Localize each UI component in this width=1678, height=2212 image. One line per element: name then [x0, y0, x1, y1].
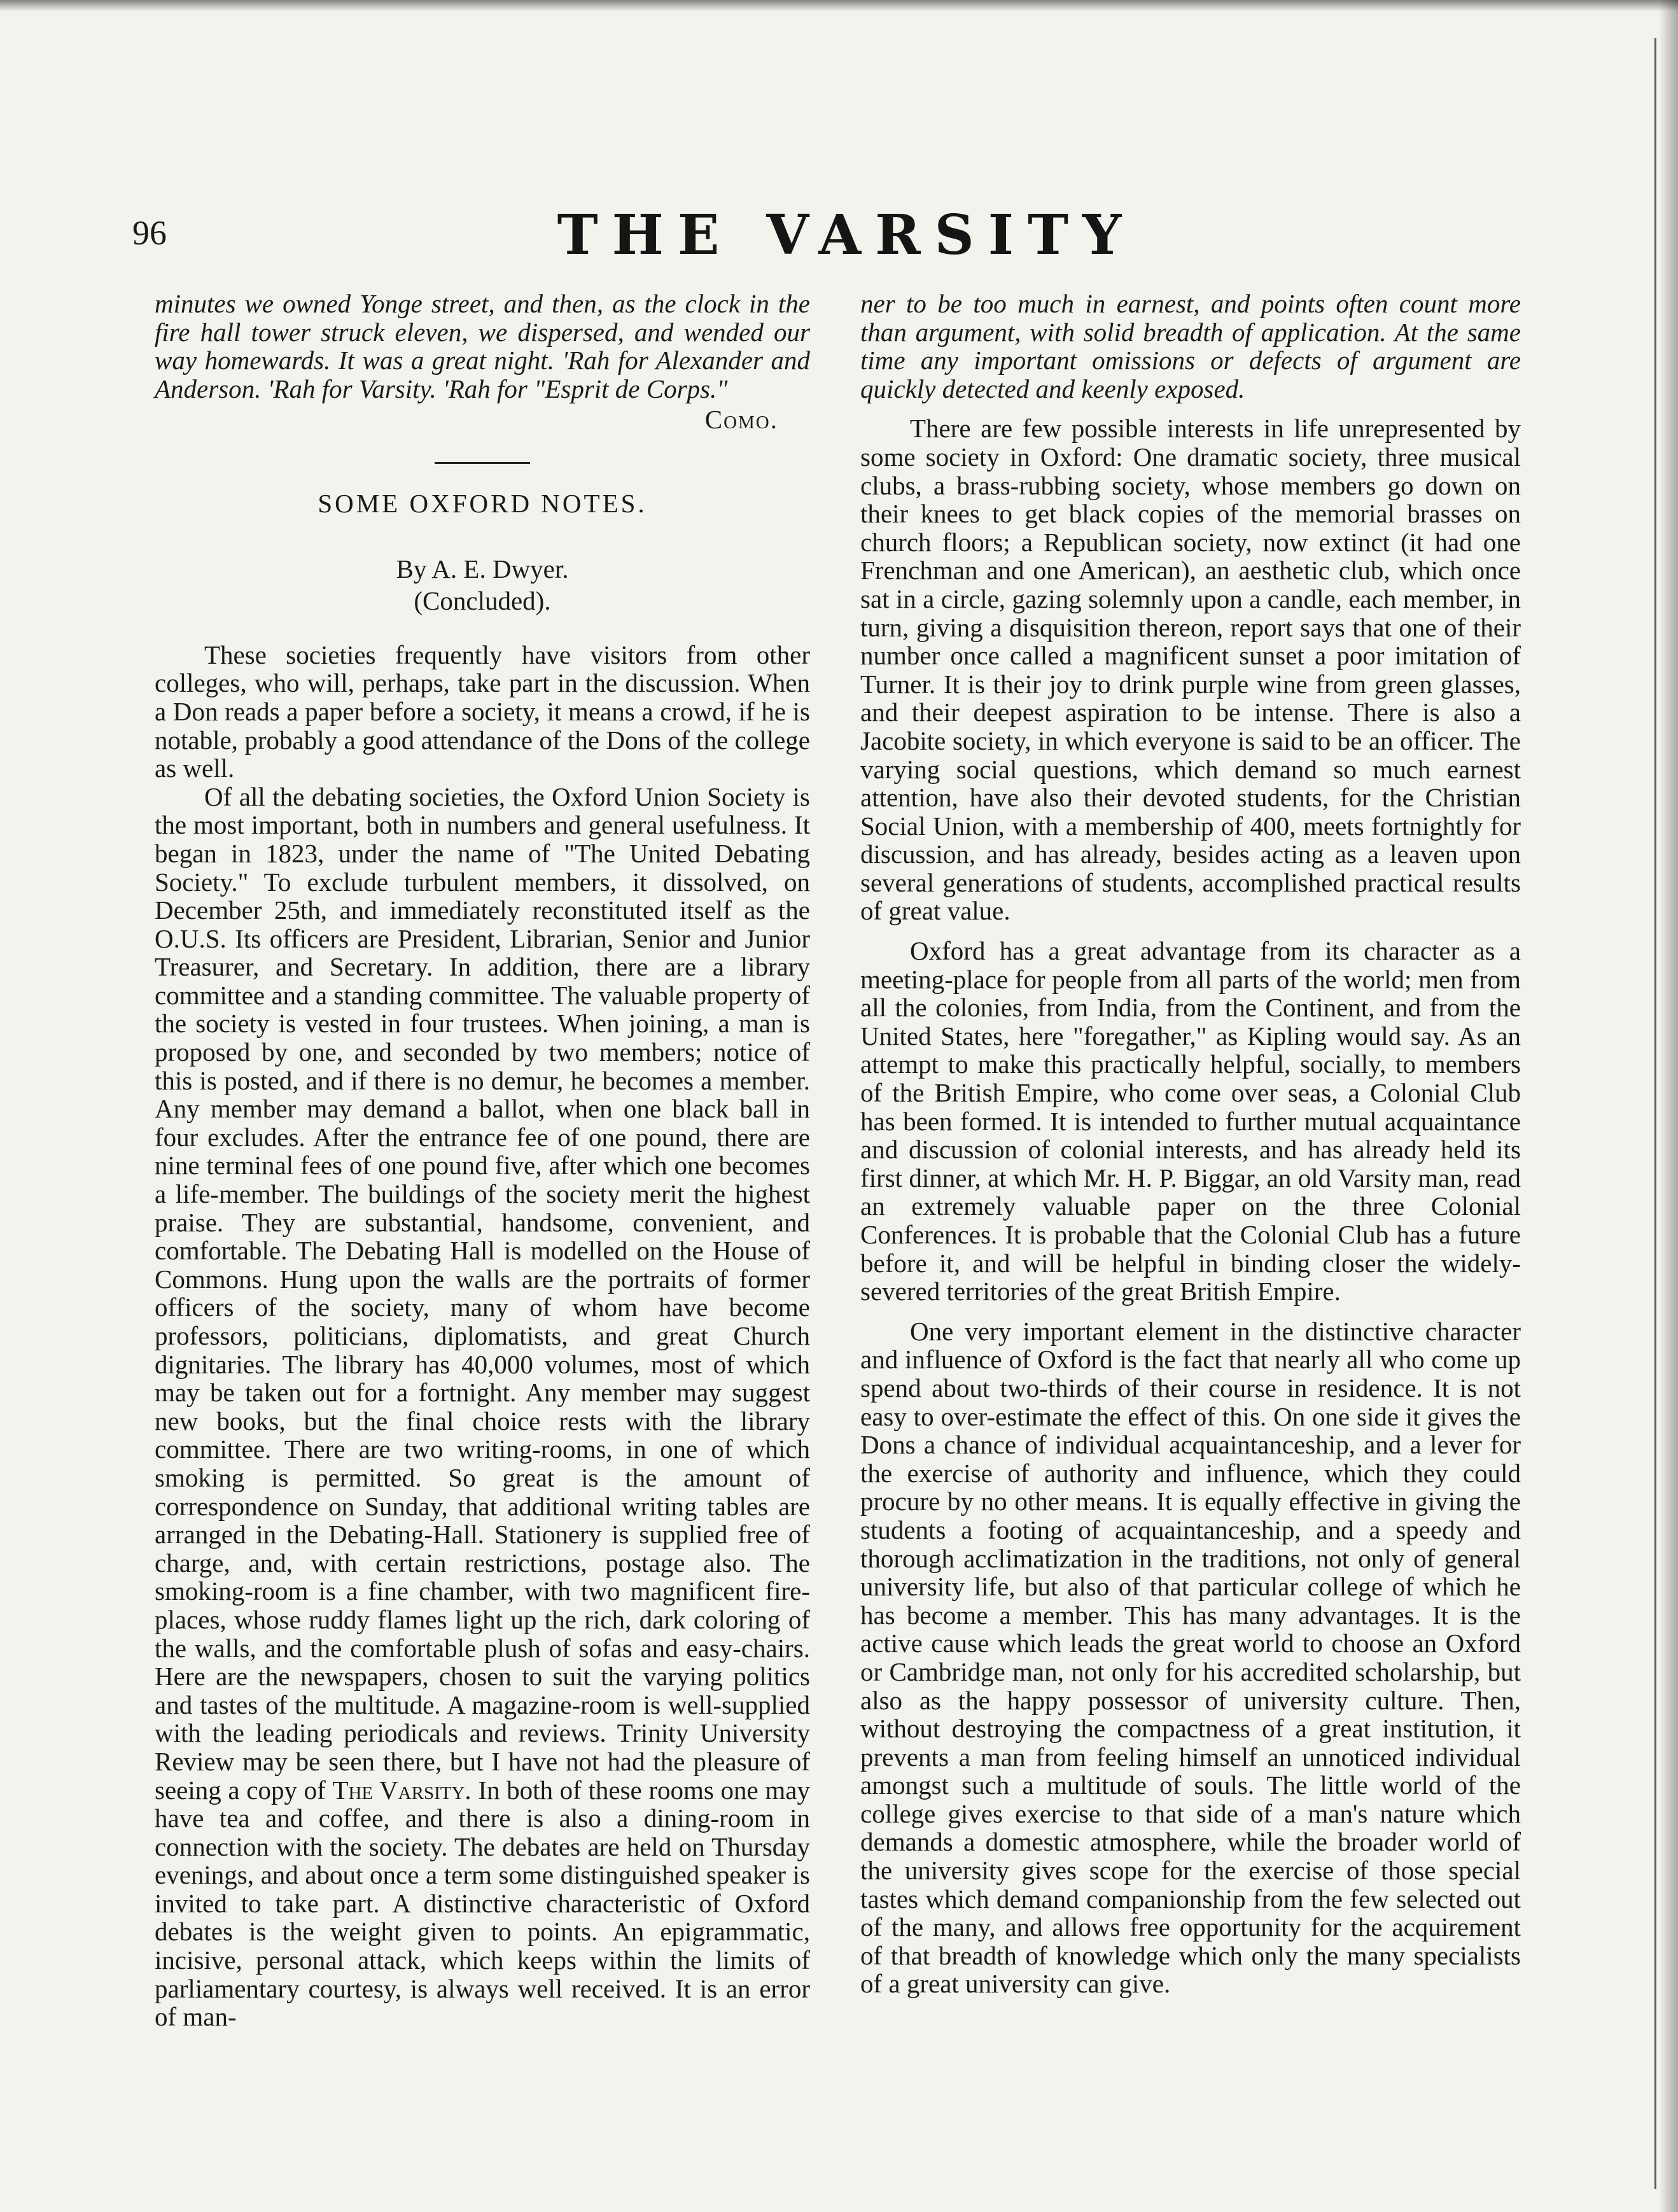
right-column: [860, 290, 1521, 2010]
body-paragraph: One very important element in the distinctive character and influence of Oxford is the fact that nearly all who come up spend about two-thirds of their course in residence. It is not easy to over-estimate the effect of this. On one side it gives the Dons a chance of individual acquaintanceship, and a lever for the exercise of authority and influence, which they could procure by no other means. It is equally effective in giving the students a footing of acquaintanceship, and a speedy and thorough acclimatization in the traditions, not only of general university life, but also of that particular college of which he has become a member. This has many advantages. It is the active cause which leads the great world to choose an Oxford or Cambridge man, not only for his accredited scholarship, but also as the happy possessor of university culture. Then, without destroying the compactness of a great institution, it prevents a man from feeling himself an unnoticed individual amongst such a multitude of souls. The little world of the college gives exercise to that side of a man's nature which demands a domestic atmosphere, while the broader world of the university gives scope for the exercise of those special tastes which demand companionship from the few selected out of the many, and allows free opportunity for the acquirement of that breadth of knowledge which only the many specialists of a great university can give.: [860, 1316, 1521, 1999]
body-paragraph: Oxford has a great advantage from its character as a meeting-place for people from all parts of the world; men from all the colonies, from India, from the Continent, and from the United States, here "foregather," as Kipling would say. As an attempt to make this practically helpful, socially, to members of the British Empire, who come over seas, a Colonial Club has been formed. It is intended to further mutual acquaintance and discussion of colonial interests, and has already held its first dinner, at which Mr. H. P. Biggar, an old Varsity man, read an extremely valuable paper on the three Colonial Conferences. It is probable that the Colonial Club has a future before it, and will be helpful in binding closer the widely-severed territories of the great British Empire.: [860, 936, 1521, 1306]
body-paragraph: [155, 783, 810, 2031]
body-paragraph: There are few possible interests in life unrepresented by some society in Oxford: One dramatic society, three musical clubs, a brass-rubbing society, whose members go down on their knees to get black copies of the memorial brasses on church floors; a Republican society, now extinct (it had one Frenchman and one American), an aesthetic club, which once sat in a circle, gazing solemnly upon a candle, each member, in turn, giving a disquisition thereon, report says that one of their number once called a magnificent sunset a poor imitation of Turner. It is their joy to drink purple wine from green glasses, and their deepest aspiration to be intense. There is also a Jacobite society, in which everyone is said to be an officer. The varying social questions, which demand so much earnest attention, have also their devoted students, for the Christian Social Union, with a membership of 400, meets fortnightly for discussion, and has already, besides acting as a leaven upon several generations of students, accomplished practical results of great value.: [860, 414, 1521, 926]
paragraph-text: . In both of these rooms one may have tea and coffee, and there is also a dining-room in connection with the society. The debates are held on Thursday evenings, and about once a term some distinguished speaker is invited to take part. A distinctive characteristic of Oxford debates is the weight given to points. An epigrammatic, incisive, personal attack, which keeps within the limits of parliamentary courtesy, is always well received. It is an error of man-: [155, 1775, 810, 2032]
paragraph-text: ner to be too much in earnest, and points often count more than argument, with solid breadth of application. At the same time any important omissions or defects of argument are quickly detected and keenly exposed.: [860, 289, 1521, 403]
paragraph-text: Of all the debating societies, the Oxford Union Society is the most important, both in numbers and general usefulness. It began in 1823, under the name of "The United Debating Society." To exclude turbulent members, it dissolved, on December 25th, and immediately reconstituted itself as the O.U.S. Its officers are President, Librarian, Senior and Junior Treasurer, and Secretary. In addition, there are a library committee and a standing committee. The valuable property of the society is vested in four trustees. When joining, a man is proposed by one, and seconded by two members; notice of this is posted, and if there is no demur, he becomes a member. Any member may demand a ballot, when one black ball in four excludes. After the entrance fee of one pound, there are nine terminal fees of one pound five, after which one becomes a life-member. The buildings of the society merit the highest praise. They are substantial, handsome, convenient, and comfortable. The Debating Hall is modelled on the House of Commons. Hung upon the walls are the portraits of former officers of the society, many of whom have become professors, politicians, diplomatists, and great Church dignitaries. The library has 40,000 volumes, most of which may be taken out for a fortnight. Any member may suggest new books, but the final choice rests with the library committee. There are two writing-rooms, in one of which smoking is permitted. So great is the amount of correspondence on Sunday, that additional writing tables are arranged in the Debating-Hall. Stationery is supplied free of charge, and, with certain restrictions, postage also. The smoking-room is a fine chamber, with two magnificent fire-places, whose ruddy flames light up the rich, dark coloring of the walls, and the comfortable plush of sofas and easy-chairs. Here are the newspapers, chosen to suit the varying politics and tastes of the multitude. A magazine-room is well-supplied with the leading periodicals and reviews. Trinity University Review may be seen there, but I have not had the pleasure of seeing a copy of: [155, 781, 810, 1805]
body-paragraph: These societies frequently have visitors from other colleges, who will, perhaps, take part in the discussion. When a Don reads a paper before a society, it means a crowd, if he is notable, probably a good attendance of the Dons of the college as well.: [155, 640, 810, 783]
scan-binding-line: [1654, 38, 1656, 2189]
author-signature: Como.: [704, 405, 778, 435]
left-column: [155, 290, 810, 2031]
continued-text: minutes we owned Yonge street, and then, as the clock in the fire hall tower struck eleven, we dispersed, and wended our way homewards. It was a great night. 'Rah for Alexander and Anderson. 'Rah for Varsity. 'Rah for "Esprit de Corps.": [155, 289, 810, 403]
article-byline: By A. E. Dwyer.: [396, 554, 569, 584]
publication-name: The Varsity: [332, 1775, 465, 1805]
masthead-title: THE VARSITY: [557, 203, 1136, 267]
body-paragraph: [860, 290, 1521, 403]
article-title: SOME OXFORD NOTES.: [318, 488, 647, 518]
scan-edge-right: [1659, 0, 1678, 2212]
section-divider: [435, 462, 530, 464]
continued-paragraph: [155, 290, 810, 403]
page-number: 96: [132, 214, 167, 252]
scan-edge-top: [0, 0, 1678, 11]
article-concluded-note: (Concluded).: [414, 586, 551, 616]
